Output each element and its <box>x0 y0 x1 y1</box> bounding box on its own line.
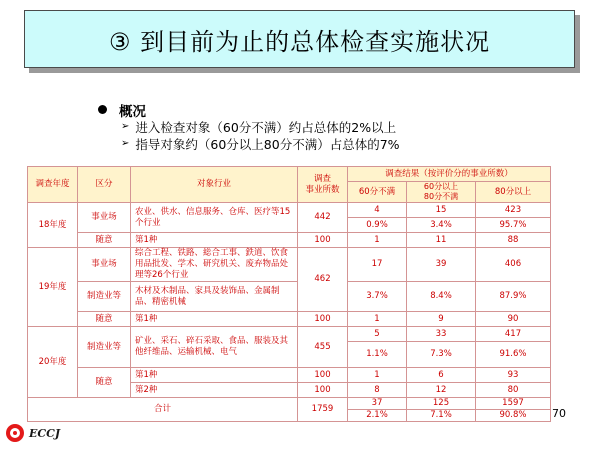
under-60-pct-cell: 0.9% <box>348 218 407 233</box>
header-count: 调查 事业所数 <box>298 167 348 203</box>
table-row <box>28 203 551 218</box>
industry-cell: 矿业、采石、碎石采取、食品、服装及其他纤维品、运输机械、电气 <box>131 327 298 368</box>
arrow-bullet-icon: ➢ <box>121 121 130 132</box>
overview-bullet-2 <box>121 135 400 152</box>
over-80-pct-cell: 87.9% <box>476 282 551 312</box>
overview-heading: 概况 <box>119 103 146 120</box>
table-row <box>28 327 551 342</box>
header-results: 调查结果（按评价分的事业所数） <box>348 167 551 182</box>
count-cell: 100 <box>298 233 348 248</box>
between-pct-cell: 7.3% <box>407 342 476 368</box>
over-80-cell: 80 <box>476 383 551 398</box>
under-60-cell: 17 <box>348 248 407 282</box>
total-count: 1759 <box>298 398 348 422</box>
under-60-pct-cell: 3.7% <box>348 282 407 312</box>
count-cell: 455 <box>298 327 348 368</box>
table-row <box>28 233 551 248</box>
over-80-pct-cell: 91.6% <box>476 342 551 368</box>
between-pct-cell: 8.4% <box>407 282 476 312</box>
industry-cell: 农业、供水、信息服务、仓库、医疗等15个行业 <box>131 203 298 233</box>
under-60-cell: 4 <box>348 203 407 218</box>
between-pct-cell: 3.4% <box>407 218 476 233</box>
industry-cell: 木材及木制品、家具及装饰品、金属制品、精密机械 <box>131 282 298 312</box>
under-60-cell: 1 <box>348 233 407 248</box>
total-label: 合计 <box>28 398 298 422</box>
count-cell: 462 <box>298 248 348 312</box>
year-cell: 19年度 <box>28 248 78 327</box>
category-cell: 随意 <box>78 312 131 327</box>
between-cell: 15 <box>407 203 476 218</box>
total-over-80-pct: 90.8% <box>476 410 551 422</box>
category-cell: 随意 <box>78 368 131 398</box>
between-cell: 33 <box>407 327 476 342</box>
industry-cell: 综合工程、铁路、総合工事、鉄道、饮食用品批发、学术、研究机关、废弃物品处理等26个行业 <box>131 248 298 282</box>
over-80-cell: 88 <box>476 233 551 248</box>
between-cell: 9 <box>407 312 476 327</box>
eccj-logo-icon <box>6 424 24 442</box>
overview-bullet-text: 指导对象约（60分以上80分不满）占总体的7% <box>135 136 400 152</box>
table-row <box>28 368 551 383</box>
category-cell: 事业场 <box>78 248 131 282</box>
header-under-60: 60分不满 <box>348 182 407 203</box>
count-cell: 442 <box>298 203 348 233</box>
header-industry: 对象行业 <box>131 167 298 203</box>
count-cell: 100 <box>298 383 348 398</box>
over-80-cell: 406 <box>476 248 551 282</box>
over-80-cell: 93 <box>476 368 551 383</box>
under-60-cell: 1 <box>348 312 407 327</box>
table-row <box>28 312 551 327</box>
category-cell: 制造业等 <box>78 327 131 368</box>
overview-bullet-text: 进入检查对象（60分不满）约占总体的2%以上 <box>135 119 397 135</box>
bullet-dot-icon <box>98 105 107 114</box>
table-row <box>28 248 551 282</box>
overview-section <box>98 101 400 152</box>
category-cell: 随意 <box>78 233 131 248</box>
industry-cell: 第1种 <box>131 233 298 248</box>
under-60-cell: 8 <box>348 383 407 398</box>
header-60-80: 60分以上 80分不满 <box>407 182 476 203</box>
category-cell: 事业场 <box>78 203 131 233</box>
total-under-60: 37 <box>348 398 407 410</box>
eccj-logo-text: ECCJ <box>29 426 61 440</box>
category-cell: 制造业等 <box>78 282 131 312</box>
industry-cell: 第2种 <box>131 383 298 398</box>
between-cell: 39 <box>407 248 476 282</box>
over-80-cell: 417 <box>476 327 551 342</box>
between-cell: 6 <box>407 368 476 383</box>
inspection-status-table <box>27 166 551 422</box>
header-over-80: 80分以上 <box>476 182 551 203</box>
table-row <box>28 282 551 312</box>
under-60-cell: 1 <box>348 368 407 383</box>
industry-cell: 第1种 <box>131 368 298 383</box>
count-cell: 100 <box>298 312 348 327</box>
total-row <box>28 398 551 410</box>
between-cell: 12 <box>407 383 476 398</box>
over-80-cell: 90 <box>476 312 551 327</box>
total-under-60-pct: 2.1% <box>348 410 407 422</box>
total-between: 125 <box>407 398 476 410</box>
overview-bullet-1 <box>121 118 400 135</box>
industry-cell: 第1种 <box>131 312 298 327</box>
overview-heading-row <box>98 101 400 118</box>
over-80-pct-cell: 95.7% <box>476 218 551 233</box>
total-over-80: 1597 <box>476 398 551 410</box>
over-80-cell: 423 <box>476 203 551 218</box>
arrow-bullet-icon: ➢ <box>121 138 130 149</box>
under-60-cell: 5 <box>348 327 407 342</box>
between-cell: 11 <box>407 233 476 248</box>
header-year: 调查年度 <box>28 167 78 203</box>
year-cell: 18年度 <box>28 203 78 248</box>
slide-title: ③ 到目前为止的总体检查实施状况 <box>108 27 491 56</box>
under-60-pct-cell: 1.1% <box>348 342 407 368</box>
year-cell: 20年度 <box>28 327 78 398</box>
page-number: 70 <box>552 407 566 420</box>
total-between-pct: 7.1% <box>407 410 476 422</box>
header-category: 区分 <box>78 167 131 203</box>
slide-title-box <box>24 10 575 68</box>
count-cell: 100 <box>298 368 348 383</box>
eccj-logo <box>6 424 60 442</box>
